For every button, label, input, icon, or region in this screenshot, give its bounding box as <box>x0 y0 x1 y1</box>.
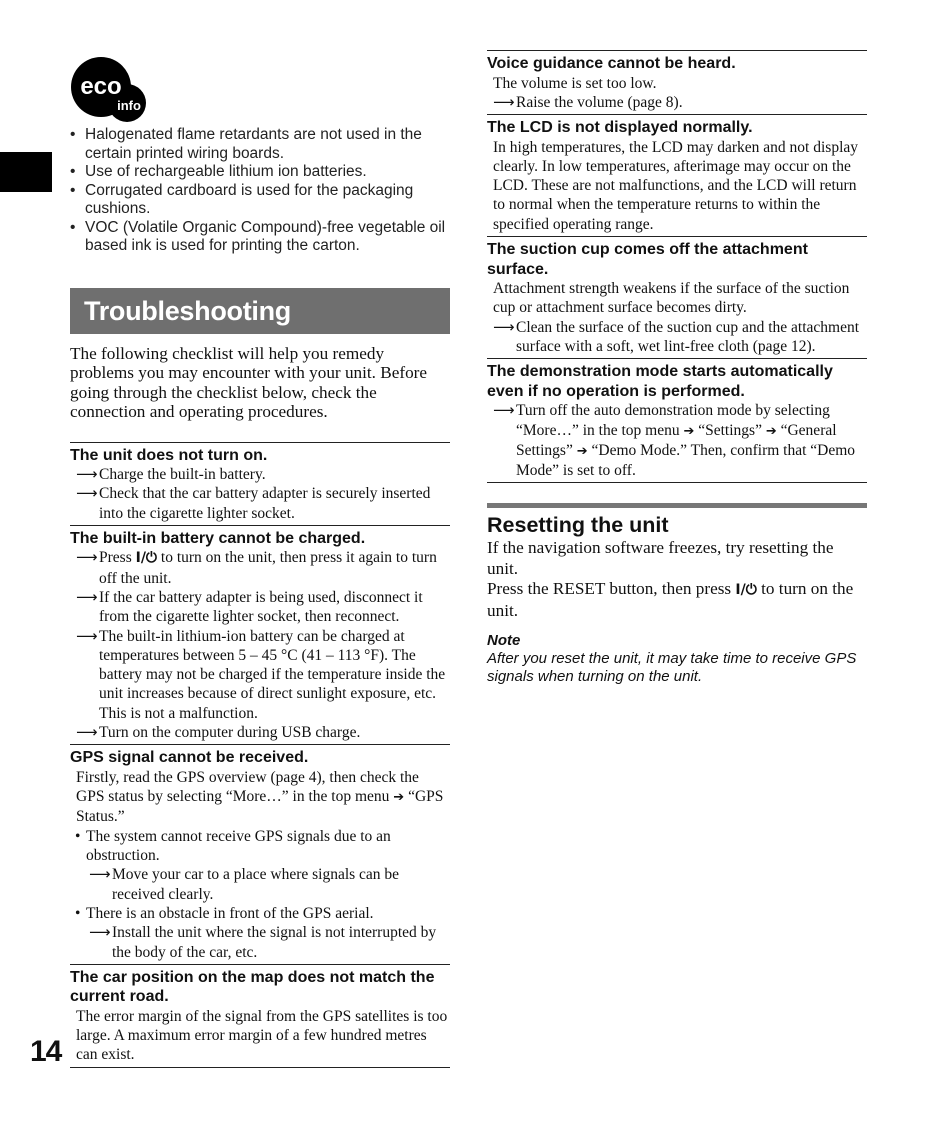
remedy-text: Turn off the auto demonstration mode by selecting “More…” in the top menu <box>516 402 830 439</box>
remedy-item <box>70 923 450 962</box>
section-car-position <box>70 964 450 1068</box>
remedy-item <box>70 484 450 523</box>
remedy-text: If the car battery adapter is being used, disconnect it from the cigarette lighter socket, then reconnect. <box>99 588 423 626</box>
remedy-item <box>70 465 450 484</box>
section-body: Attachment strength weakens if the surface of the suction cup or attachment surface becomes dirty. <box>493 280 850 317</box>
remedy-text: Charge the built-in battery. <box>99 466 266 483</box>
reset-heading: Resetting the unit <box>487 513 669 538</box>
menu-arrow-icon: ➔ <box>683 423 695 439</box>
section-lcd <box>487 114 867 236</box>
section-title: The suction cup comes off the attachment surface. <box>487 241 808 278</box>
left-column <box>70 126 450 1068</box>
arrow-right-icon: ⟶ <box>493 92 515 111</box>
section-title: The LCD is not displayed normally. <box>487 119 753 137</box>
remedy-item <box>70 548 450 588</box>
section-title: Voice guidance cannot be heard. <box>487 55 736 72</box>
section-body <box>70 768 450 827</box>
section-battery-not-charged <box>70 525 450 744</box>
arrow-right-icon: ⟶ <box>76 465 98 483</box>
reset-divider <box>487 503 867 508</box>
eco-bullet-item: • Use of rechargeable lithium ion batteries. <box>70 163 450 182</box>
note-text: After you reset the unit, it may take time to receive GPS signals when turning on the unit. <box>487 650 857 686</box>
troubleshooting-intro: The following checklist will help you remedy problems you may encounter with your unit. Before going through the checklist below, check the connection and operating procedures. <box>70 343 428 421</box>
page-number: 14 <box>30 1035 62 1068</box>
menu-arrow-icon: ➔ <box>765 423 777 439</box>
remedy-text: The built-in lithium-ion battery can be charged at temperatures between 5 – 45 °C (41 – 113 °F). The battery may not be charged if the temperature inside the unit increases because of direct sunlight exposure, etc. This is not a malfunction. <box>99 627 446 722</box>
remedy-item <box>70 865 450 904</box>
remedy-text: Clean the surface of the suction cup and the attachment surface with a soft, wet lint-free cloth (page 12). <box>516 318 860 355</box>
reset-text: Press the RESET button, then press <box>487 579 736 599</box>
arrow-right-icon: ⟶ <box>76 587 98 606</box>
section-body: The volume is set too low. <box>493 74 657 92</box>
arrow-right-icon: ⟶ <box>76 484 98 503</box>
section-suction-cup <box>487 236 867 358</box>
section-demo-mode <box>487 358 867 483</box>
section-title: The demonstration mode starts automatically even if no operation is performed. <box>487 363 833 400</box>
power-button-icon: I/⏻ <box>135 550 158 567</box>
remedy-text: “Demo Mode.” Then, confirm that “Demo Mode” is set to off. <box>516 441 856 480</box>
body-text: Firstly, read the GPS overview (page 4), then check the GPS status by selecting “More…” in the top menu <box>76 768 419 806</box>
remedy-text: Install the unit where the signal is not interrupted by the body of the car, etc. <box>112 924 437 961</box>
remedy-item <box>487 93 867 112</box>
section-title: The unit does not turn on. <box>70 446 268 464</box>
arrow-right-icon: ⟶ <box>493 401 515 420</box>
menu-arrow-icon: ➔ <box>393 790 405 806</box>
menu-arrow-icon: ➔ <box>576 443 588 459</box>
section-gps-signal <box>70 744 450 963</box>
right-column <box>487 50 867 686</box>
remedy-text: to turn on the unit, then press it again to turn off the unit. <box>99 549 437 587</box>
arrow-right-icon: ⟶ <box>493 317 515 336</box>
arrow-right-icon: ⟶ <box>89 865 111 884</box>
troubleshooting-heading: Troubleshooting <box>70 288 450 334</box>
body-text: “GPS Status.” <box>76 788 444 826</box>
arrow-right-icon: ⟶ <box>76 548 98 567</box>
reset-paragraph: If the navigation software freezes, try resetting the unit. <box>487 538 834 578</box>
remedy-item <box>487 318 867 357</box>
cause-text: The system cannot receive GPS signals due to an obstruction. <box>86 827 391 865</box>
section-body: In high temperatures, the LCD may darken and not display clearly. In low temperatures, afterimage may occur on the LCD. These are not malfunctions, and the LCD will return to normal when the temperature returns to within the specified operating range. <box>493 138 859 233</box>
arrow-right-icon: ⟶ <box>89 923 111 942</box>
section-unit-not-on <box>70 442 450 525</box>
eco-info-badge <box>70 56 150 126</box>
power-button-icon: I/⏻ <box>735 582 757 599</box>
remedy-text: Raise the volume (page 8). <box>516 93 683 111</box>
cause-item <box>70 827 450 866</box>
remedy-item <box>70 588 450 627</box>
eco-bullet-item: • Halogenated flame retardants are not used in the certain printed wiring boards. <box>70 126 450 163</box>
cause-text: There is an obstacle in front of the GPS aerial. <box>86 904 374 922</box>
eco-logo-sub: info <box>117 98 141 113</box>
section-voice-guidance <box>487 50 867 114</box>
section-title: GPS signal cannot be received. <box>70 749 309 767</box>
remedy-text: Turn on the computer during USB charge. <box>99 724 361 742</box>
section-tab-marker <box>0 152 52 192</box>
remedy-item <box>70 627 450 723</box>
arrow-right-icon: ⟶ <box>76 723 98 742</box>
eco-logo-word: eco <box>80 73 122 100</box>
remedy-text: “Settings” <box>694 421 766 439</box>
section-title: The built-in battery cannot be charged. <box>70 529 366 547</box>
remedy-text: Check that the car battery adapter is securely inserted into the cigarette lighter socket. <box>99 485 431 522</box>
reset-paragraph <box>487 579 867 621</box>
section-body: The error margin of the signal from the GPS satellites is too large. A maximum error margin of a few hundred metres can exist. <box>76 1007 448 1064</box>
arrow-right-icon: ⟶ <box>76 626 98 645</box>
reset-text: to turn on the unit. <box>487 579 854 620</box>
remedy-item <box>70 723 450 742</box>
note-label: Note <box>487 632 521 650</box>
remedy-item <box>487 401 867 480</box>
remedy-text: “General Settings” <box>516 421 837 459</box>
eco-bullet-item: • VOC (Volatile Organic Compound)-free vegetable oil based ink is used for printing the carton. <box>70 219 450 256</box>
cause-item <box>70 904 450 923</box>
remedy-text: Move your car to a place where signals can be received clearly. <box>112 866 400 903</box>
eco-bullet-list <box>70 126 450 256</box>
bullet-icon: • <box>75 827 81 845</box>
remedy-text: Press <box>99 549 136 567</box>
section-title: The car position on the map does not match the current road. <box>70 968 435 1006</box>
eco-bullet-item: • Corrugated cardboard is used for the packaging cushions. <box>70 182 450 219</box>
bullet-icon: • <box>75 904 81 922</box>
